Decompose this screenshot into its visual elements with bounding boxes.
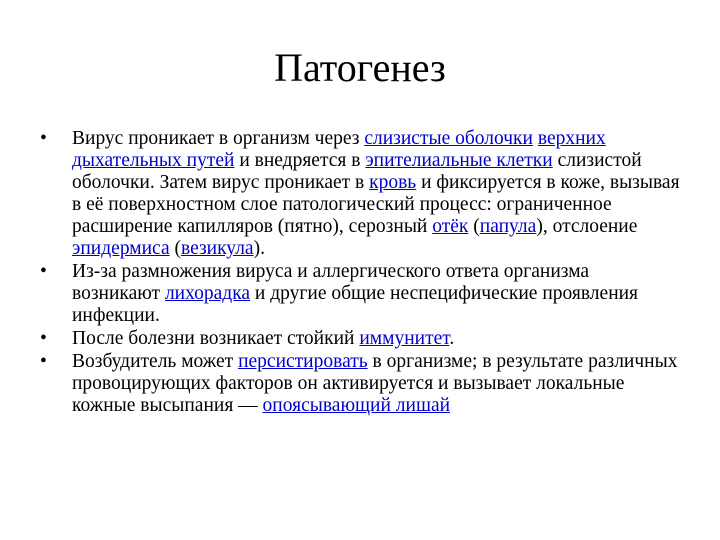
link-blood[interactable]: кровь [369,172,417,193]
text-segment: и другие общие неспецифические проявления инфекции. [72,283,639,326]
link-epidermis[interactable]: эпидермиса [72,238,170,259]
link-immunity[interactable]: иммунитет [359,328,450,349]
text-segment: слизистой оболочки. Затем вирус проникает в [72,150,642,193]
link-fever[interactable]: лихорадка [164,283,251,304]
link-mucous-membranes[interactable]: слизистые оболочки [364,128,533,149]
bullet-icon: • [40,128,47,149]
text-segment: Возбудитель может [72,351,239,372]
text-segment: Из-за размножения вируса и аллергического ответа организма возникают [72,261,590,304]
text-segment: ), отслоение [536,216,638,237]
text-segment: ). [253,238,265,259]
link-papule[interactable]: папула [479,216,537,237]
link-vesicle[interactable]: везикула [180,238,254,259]
text-segment: ( [169,238,181,259]
text-segment: После болезни возникает стойкий [72,328,360,349]
text-segment: и фиксируется в коже, вызывая в её поверхностном слое патологический процесс: ограниченное расширение капилляров (пятно), серозный [72,172,680,237]
bullet-list [40,128,680,418]
link-edema[interactable]: отёк [432,216,469,237]
text-segment: Вирус проникает в организм через [72,128,365,149]
text-segment: . [449,328,455,349]
bullet-item-persistence [40,351,680,417]
bullet-icon: • [40,261,47,282]
bullet-item-immunity [40,328,680,350]
bullet-icon: • [40,328,47,349]
bullet-icon: • [40,351,47,372]
slide-title: Патогенез [274,45,446,90]
link-epithelial-cells[interactable]: эпителиальные клетки [365,150,553,171]
link-upper-respiratory-tract[interactable]: верхних дыхательных путей [72,128,606,171]
link-persist[interactable]: персистировать [238,351,368,372]
text-segment: в организме; в результате различных провоцирующих факторов он активируется и вызывает локальные кожные высыпания — [72,351,678,416]
text-segment: ( [468,216,480,237]
text-segment: и внедряется в [234,150,366,171]
link-herpes-zoster[interactable]: опоясывающий лишай [262,395,451,416]
bullet-item-infection-path [40,128,680,260]
bullet-item-fever [40,261,680,327]
